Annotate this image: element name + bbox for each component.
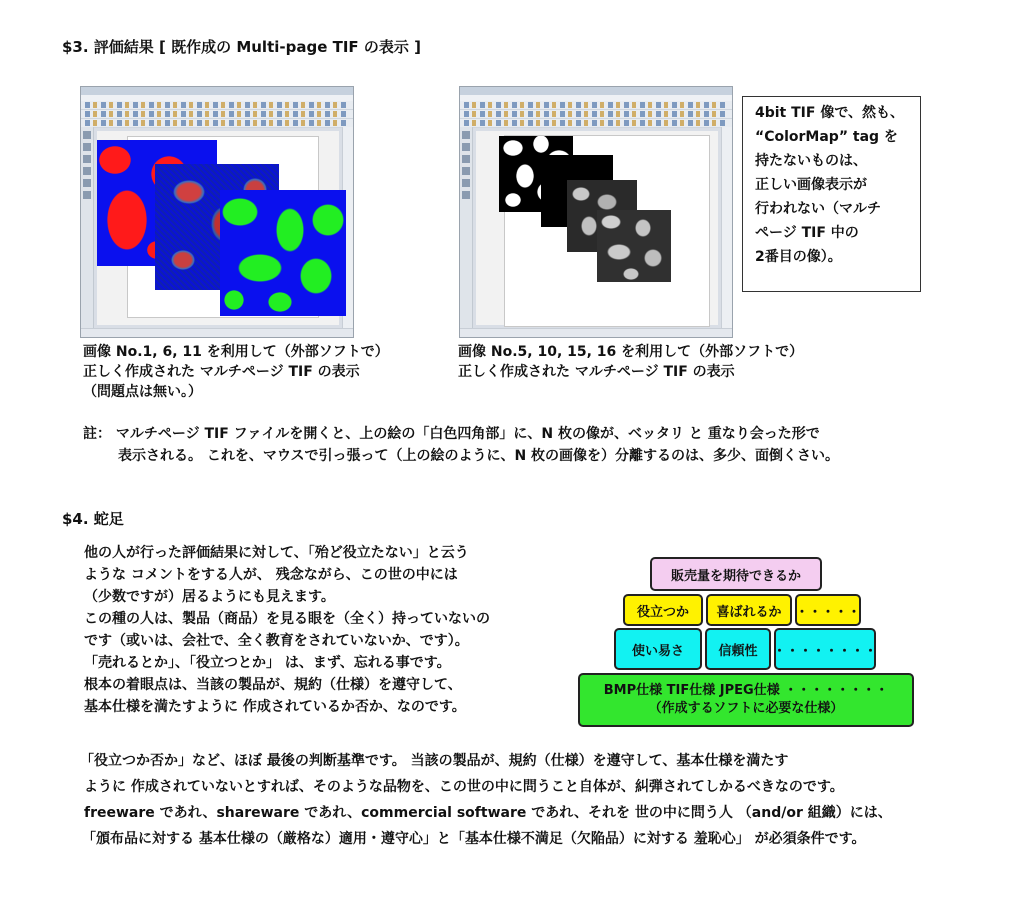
callout-line: ページ TIF 中の bbox=[755, 225, 859, 241]
pyramid-row3-reliability bbox=[705, 628, 771, 670]
note-line-2: 表示される。 これを、マウスで引っ張って（上の絵のように、N 枚の画像を）分離するのは、多少、面倒くさい。 bbox=[118, 448, 840, 464]
conclusion-line: 「頒布品に対する 基本仕様の（厳格な）適用・遵守心」と「基本仕様不満足（欠陥品）に対する 羞恥心」 が必須条件です。 bbox=[82, 831, 866, 847]
callout-line: 行われない（マルチ bbox=[755, 201, 881, 217]
pyramid-label: 喜ばれるか bbox=[716, 604, 782, 620]
section4-heading: $4. 蛇足 bbox=[62, 510, 124, 528]
pyramid-row2-appreciated bbox=[706, 594, 792, 626]
caption-line: 正しく作成された マルチページ TIF の表示 bbox=[83, 364, 360, 380]
pyramid-base-specs: BMP仕様 TIF仕様 JPEG仕様 ・・・・・・・・ bbox=[603, 683, 889, 698]
paragraph-line: です（或いは、会社で、全く教育をされていないか、です）。 bbox=[84, 633, 469, 649]
caption-line: 画像 No.1, 6, 11 を利用して（外部ソフトで） bbox=[83, 344, 389, 360]
paragraph-line: ような コメントをする人が、 残念ながら、この世の中には bbox=[84, 567, 458, 583]
paragraph-line: この種の人は、製品（商品）を見る眼を（全く）持っていないの bbox=[84, 611, 490, 627]
section4-paragraph bbox=[84, 542, 490, 718]
left-caption bbox=[83, 342, 389, 402]
pyramid-row3-ease bbox=[614, 628, 702, 670]
callout-line: 4bit TIF 像で、然も、 bbox=[755, 105, 905, 121]
paragraph-line: 「売れるとか」、「役立つとか」 は、まず、忘れる事です。 bbox=[84, 655, 451, 671]
note-line-1: 註： マルチページ TIF ファイルを開くと、上の絵の「白色四角部」に、N 枚の像が、ベッタリ と 重なり会った形で bbox=[83, 426, 820, 442]
section3-heading: $3. 評価結果 [ 既作成の Multi-page TIF の表示 ] bbox=[62, 38, 421, 56]
pyramid-label: ・・・・・ bbox=[795, 604, 861, 620]
pyramid-base bbox=[578, 673, 914, 727]
image-tile-green-blobs[interactable] bbox=[220, 190, 346, 316]
right-caption bbox=[458, 342, 803, 382]
paragraph-line: 根本の着眼点は、当該の製品が、規約（仕様）を遵守して、 bbox=[84, 677, 462, 693]
pyramid-top bbox=[650, 557, 822, 591]
section4-conclusion bbox=[80, 748, 892, 852]
conclusion-line: ように 作成されていないとすれば、そのような品物を、この世の中に問うこと自体が、糾弾されてしかるべきなのです。 bbox=[84, 779, 844, 795]
callout-line: 持たないものは、 bbox=[755, 153, 867, 169]
conclusion-line: 「役立つか否か」など、ほぼ 最後の判断基準です。 当該の製品が、規約（仕様）を遵守して、基本仕様を満たす bbox=[80, 753, 789, 769]
pyramid-label: 役立つか bbox=[636, 604, 689, 620]
pyramid-label: 信頼性 bbox=[718, 643, 758, 659]
pyramid-row3-etc bbox=[774, 628, 876, 670]
caption-line: 正しく作成された マルチページ TIF の表示 bbox=[458, 364, 735, 380]
pyramid-top-label: 販売量を期待できるか bbox=[670, 568, 801, 584]
pyramid-row2-useful bbox=[623, 594, 703, 626]
paragraph-line: （少数ですが）居るようにも見えます。 bbox=[84, 589, 335, 605]
paragraph-line: 他の人が行った評価結果に対して、「殆ど役立たない」と云う bbox=[84, 545, 469, 561]
callout-box bbox=[742, 96, 921, 292]
caption-line: （問題点は無い。） bbox=[83, 384, 202, 400]
pyramid-label: 使い易さ bbox=[631, 643, 684, 659]
paragraph-line: 基本仕様を満たすように 作成されているか否か、なのです。 bbox=[84, 699, 466, 715]
image-tile-gray-texture-2[interactable] bbox=[597, 210, 671, 282]
conclusion-line: freeware であれ、shareware であれ、commercial software であれ、それを 世の中に問う人 （and/or 組織）には、 bbox=[84, 805, 892, 821]
pyramid-row2-etc bbox=[795, 594, 861, 626]
caption-line: 画像 No.5, 10, 15, 16 を利用して（外部ソフトで） bbox=[458, 344, 804, 360]
callout-line: “ColorMap” tag を bbox=[755, 129, 898, 145]
callout-line: 2番目の像）。 bbox=[755, 249, 842, 265]
pyramid-base-caption: （作成するソフトに必要な仕様） bbox=[648, 701, 844, 716]
callout-line: 正しい画像表示が bbox=[755, 177, 867, 193]
pyramid-label: ・・・・・・・・ bbox=[773, 643, 878, 659]
